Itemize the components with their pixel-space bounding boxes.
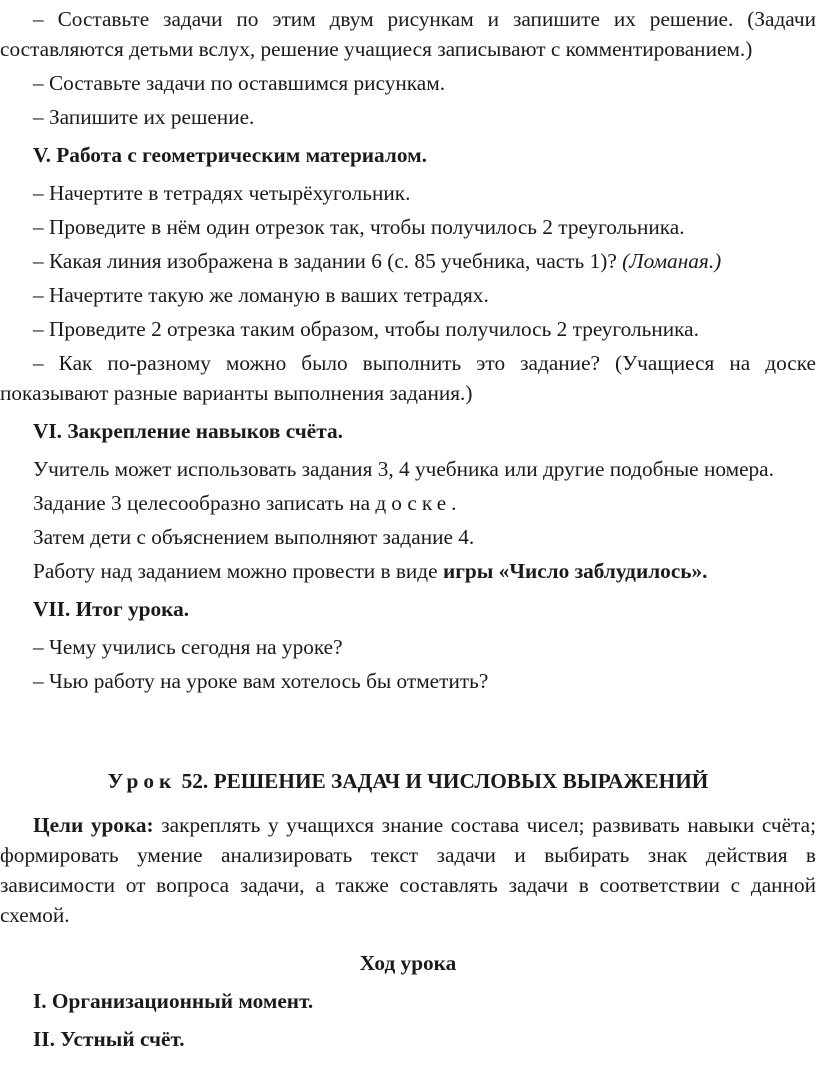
geometry-item-1: – Начертите в тетрадях четырёхугольник.: [33, 181, 411, 205]
course-heading: Ход урока: [359, 951, 457, 975]
lesson-title-rest: 52. РЕШЕНИЕ ЗАДАЧ И ЧИСЛОВЫХ ВЫРАЖЕНИЙ: [176, 769, 709, 793]
geometry-item-6: – Как по-разному можно было выполнить это задание? (Учащиеся на доске показывают разные варианты выполнения задания.): [0, 351, 816, 405]
lesson-goals-text: закреплять у учащихся знание состава чисел; развивать навыки счёта; формировать умение анализировать текст задачи и выбирать знак действия в зависимости от вопроса задачи, а также составлять задачи в соответствии с данной схемой.: [0, 813, 816, 927]
geometry-item-3-answer: (Ломаная.): [622, 249, 722, 273]
lesson-goals: [0, 810, 816, 930]
section-heading-geometry: V. Работа с геометрическим материалом.: [33, 143, 427, 167]
instruction-remaining-pictures: – Составьте задачи по оставшимся рисункам.: [33, 71, 446, 95]
lesson-title-prefix: Урок: [107, 769, 177, 793]
counting-paragraph-2-spaced: доске: [375, 491, 452, 515]
geometry-item-3-question: – Какая линия изображена в задании 6 (с. 85 учебника, часть 1)?: [33, 249, 617, 273]
counting-paragraph-2-start: Задание 3 целесообразно записать на: [33, 491, 376, 515]
counting-paragraph-4-start: Работу над заданием можно провести в виде: [33, 559, 443, 583]
lesson-title: [0, 766, 816, 796]
counting-paragraph-1: Учитель может использовать задания 3, 4 учебника или другие подобные номера.: [33, 457, 774, 481]
geometry-item-5: – Проведите 2 отрезка таким образом, чтобы получилось 2 треугольника.: [33, 317, 699, 341]
counting-paragraph-4: [0, 556, 816, 586]
stage-oral-counting: II. Устный счёт.: [33, 1027, 185, 1051]
summary-question-2: – Чью работу на уроке вам хотелось бы отметить?: [33, 669, 489, 693]
counting-paragraph-2: [0, 488, 816, 518]
counting-paragraph-4-game: игры «Число заблудилось».: [442, 559, 708, 583]
counting-paragraph-2-end: .: [451, 491, 457, 515]
geometry-item-4: – Начертите такую же ломаную в ваших тетрадях.: [33, 283, 489, 307]
instruction-write-solution: – Запишите их решение.: [33, 105, 255, 129]
instruction-compose-tasks: – Составьте задачи по этим двум рисункам и запишите их решение. (Задачи составляются детьми вслух, решение учащиеся записывают с комментированием.): [0, 7, 816, 61]
summary-question-1: – Чему учились сегодня на уроке?: [33, 635, 343, 659]
lesson-goals-label: Цели урока:: [33, 813, 154, 837]
counting-paragraph-3: Затем дети с объяснением выполняют задание 4.: [33, 525, 475, 549]
geometry-item-3: [0, 246, 816, 276]
section-heading-summary: VII. Итог урока.: [33, 597, 190, 621]
section-heading-counting: VI. Закрепление навыков счёта.: [33, 419, 343, 443]
stage-organizational: I. Организационный момент.: [33, 989, 314, 1013]
geometry-item-2: – Проведите в нём один отрезок так, чтобы получилось 2 треугольника.: [33, 215, 685, 239]
